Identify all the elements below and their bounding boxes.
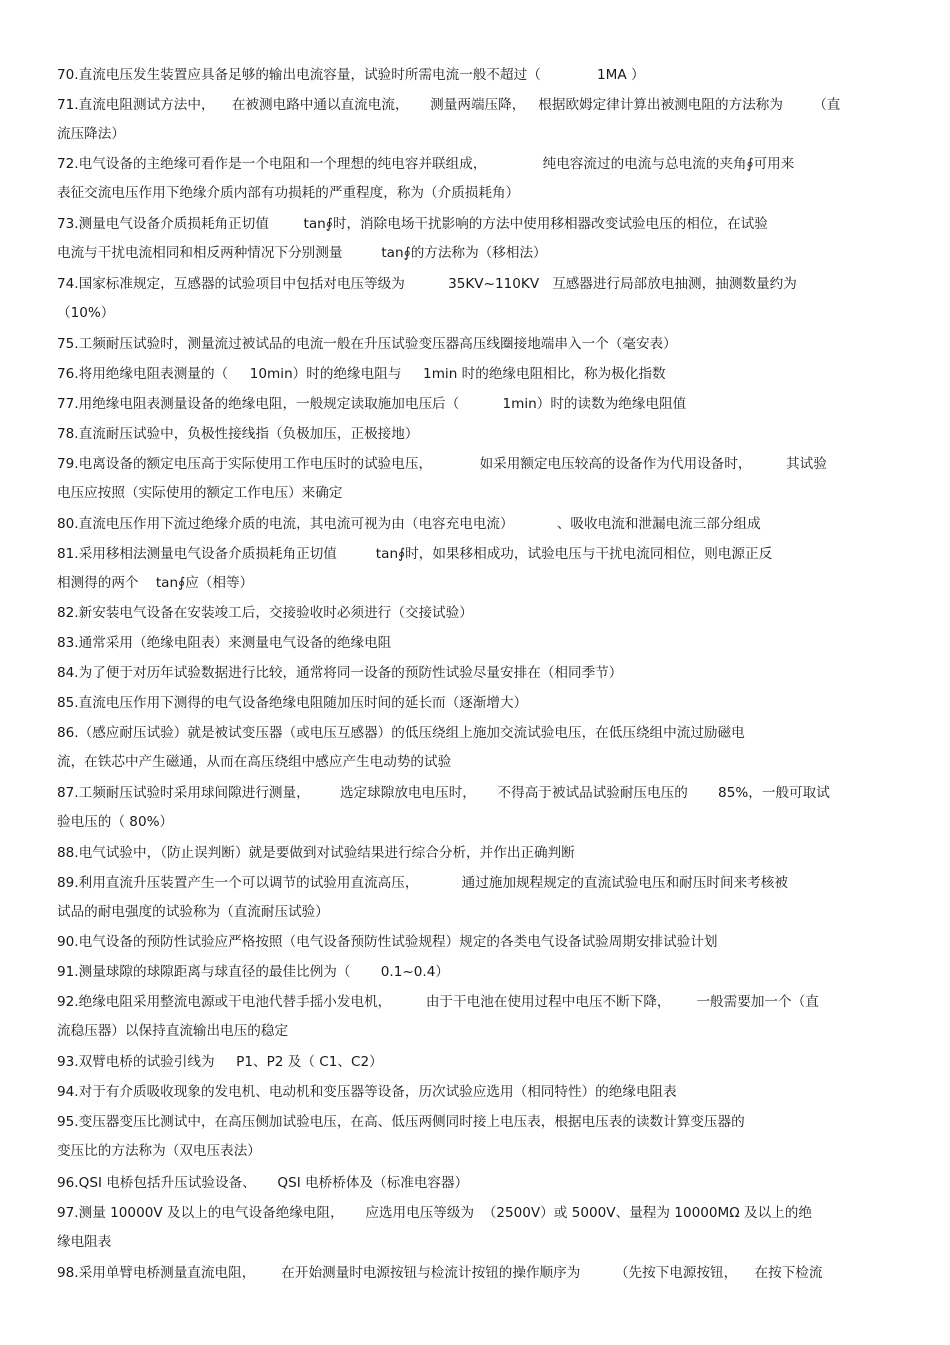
question-text-line: 77.用绝缘电阻表测量设备的绝缘电阻，一般规定读取施加电压后（ 1min）时的读数为绝缘电阻值 bbox=[57, 396, 687, 412]
question-text-line: 98.采用单臂电桥测量直流电阻， 在开始测量时电源按钮与检流计按钮的操作顺序为 （先按下电源按钮， 在按下检流 bbox=[57, 1265, 823, 1281]
question-text-line: 82.新安装电气设备在安装竣工后，交接验收时必须进行（交接试验） bbox=[57, 605, 473, 621]
question-89 bbox=[57, 869, 897, 927]
question-text-line: 91.测量球隙的球隙距离与球直径的最佳比例为（ 0.1~0.4） bbox=[57, 964, 449, 980]
question-text-line: 71.直流电阻测试方法中， 在被测电路中通以直流电流， 测量两端压降， 根据欧姆定律计算出被测电阻的方法称为 （直 bbox=[57, 97, 841, 113]
question-94 bbox=[57, 1078, 897, 1107]
question-text-line: 流压降法） bbox=[57, 126, 125, 142]
question-90 bbox=[57, 928, 897, 957]
question-text-line: （10%） bbox=[57, 305, 115, 321]
question-78 bbox=[57, 420, 897, 449]
question-text-line: 电压应按照（实际使用的额定工作电压）来确定 bbox=[57, 485, 343, 501]
question-text-line: 93.双臂电桥的试验引线为 P1、P2 及（ C1、C2） bbox=[57, 1054, 383, 1070]
question-text-line: 85.直流电压作用下测得的电气设备绝缘电阻随加压时间的延长而（逐渐增大） bbox=[57, 695, 528, 711]
question-text-line: 87.工频耐压试验时采用球间隙进行测量， 选定球隙放电电压时， 不得高于被试品试验耐压电压的 85%，一般可取试 bbox=[57, 785, 830, 801]
question-95 bbox=[57, 1108, 897, 1166]
question-76 bbox=[57, 360, 897, 389]
question-70 bbox=[57, 61, 897, 90]
question-text-line: 94.对于有介质吸收现象的发电机、电动机和变压器等设备，历次试验应选用（相同特性）的绝缘电阻表 bbox=[57, 1084, 677, 1100]
question-text-line: 96.QSI 电桥包括升压试验设备、 QSI 电桥桥体及（标准电容器） bbox=[57, 1175, 469, 1191]
question-text-line: 84.为了便于对历年试验数据进行比较，通常将同一设备的预防性试验尽量安排在（相同季节） bbox=[57, 665, 623, 681]
question-text-line: 试品的耐电强度的试验称为（直流耐压试验） bbox=[57, 904, 329, 920]
question-text-line: 73.测量电气设备介质损耗角正切值 tan∮时，消除电场干扰影响的方法中使用移相器改变试验电压的相位，在试验 bbox=[57, 216, 768, 232]
question-84 bbox=[57, 659, 897, 688]
question-93 bbox=[57, 1048, 897, 1077]
question-text-line: 88.电气试验中，（防止误判断）就是要做到对试验结果进行综合分析，并作出正确判断 bbox=[57, 845, 575, 861]
question-80 bbox=[57, 510, 897, 539]
question-82 bbox=[57, 599, 897, 628]
question-text-line: 76.将用绝缘电阻表测量的（ 10min）时的绝缘电阻与 1min 时的绝缘电阻相比，称为极化指数 bbox=[57, 366, 666, 382]
question-98 bbox=[57, 1259, 897, 1288]
question-97 bbox=[57, 1199, 897, 1257]
question-text-line: 81.采用移相法测量电气设备介质损耗角正切值 tan∮时，如果移相成功，试验电压与干扰电流同相位，则电源正反 bbox=[57, 546, 773, 562]
question-text-line: 70.直流电压发生装置应具备足够的输出电流容量，试验时所需电流一般不超过（ 1MA ） bbox=[57, 67, 645, 83]
question-86 bbox=[57, 719, 897, 777]
question-77 bbox=[57, 390, 897, 419]
question-text-line: 流，在铁芯中产生磁通，从而在高压绕组中感应产生电动势的试验 bbox=[57, 754, 452, 770]
question-text-line: 验电压的（ 80%） bbox=[57, 814, 174, 830]
question-87 bbox=[57, 779, 897, 837]
question-73 bbox=[57, 210, 897, 268]
question-91 bbox=[57, 958, 897, 987]
question-text-line: 电流与干扰电流相同和相反两种情况下分别测量 tan∮的方法称为（移相法） bbox=[57, 245, 547, 261]
question-72 bbox=[57, 150, 897, 208]
question-83 bbox=[57, 629, 897, 658]
question-text-line: 86.（感应耐压试验）就是被试变压器（或电压互感器）的低压绕组上施加交流试验电压，在低压绕组中流过励磁电 bbox=[57, 725, 745, 741]
question-text-line: 95.变压器变压比测试中，在高压侧加试验电压，在高、低压两侧同时接上电压表，根据电压表的读数计算变压器的 bbox=[57, 1114, 745, 1130]
question-text-line: 80.直流电压作用下流过绝缘介质的电流，其电流可视为由（电容充电电流） 、吸收电流和泄漏电流三部分组成 bbox=[57, 516, 761, 532]
question-79 bbox=[57, 450, 897, 508]
question-text-line: 90.电气设备的预防性试验应严格按照（电气设备预防性试验规程）规定的各类电气设备试验周期安排试验计划 bbox=[57, 934, 718, 950]
question-text-line: 72.电气设备的主绝缘可看作是一个电阻和一个理想的纯电容并联组成， 纯电容流过的电流与总电流的夹角∮可用来 bbox=[57, 156, 795, 172]
question-88 bbox=[57, 839, 897, 868]
question-text-line: 92.绝缘电阻采用整流电源或干电池代替手摇小发电机， 由于干电池在使用过程中电压不断下降， 一般需要加一个（直 bbox=[57, 994, 819, 1010]
question-text-line: 变压比的方法称为（双电压表法） bbox=[57, 1143, 261, 1159]
question-92 bbox=[57, 988, 897, 1046]
question-text-line: 74.国家标准规定，互感器的试验项目中包括对电压等级为 35KV~110KV 互感器进行局部放电抽测，抽测数量约为 bbox=[57, 276, 797, 292]
question-text-line: 缘电阻表 bbox=[57, 1234, 112, 1250]
question-text-line: 79.电离设备的额定电压高于实际使用工作电压时的试验电压， 如采用额定电压较高的设备作为代用设备时， 其试验 bbox=[57, 456, 827, 472]
question-74 bbox=[57, 270, 897, 328]
question-81 bbox=[57, 540, 897, 598]
question-text-line: 83.通常采用（绝缘电阻表）来测量电气设备的绝缘电阻 bbox=[57, 635, 392, 651]
question-text-line: 相测得的两个 tan∮应（相等） bbox=[57, 575, 254, 591]
question-75 bbox=[57, 330, 897, 359]
question-text-line: 75.工频耐压试验时，测量流过被试品的电流一般在升压试验变压器高压线圈接地端串入一个（毫安表） bbox=[57, 336, 677, 352]
question-71 bbox=[57, 91, 897, 149]
question-text-line: 流稳压器）以保持直流输出电压的稳定 bbox=[57, 1023, 289, 1039]
question-text-line: 表征交流电压作用下绝缘介质内部有功损耗的严重程度，称为（介质损耗角） bbox=[57, 185, 520, 201]
question-text-line: 78.直流耐压试验中，负极性接线指（负极加压，正极接地） bbox=[57, 426, 419, 442]
question-96 bbox=[57, 1169, 897, 1198]
question-text-line: 89.利用直流升压装置产生一个可以调节的试验用直流高压， 通过施加规程规定的直流试验电压和耐压时间来考核被 bbox=[57, 875, 788, 891]
question-85 bbox=[57, 689, 897, 718]
question-text-line: 97.测量 10000V 及以上的电气设备绝缘电阻， 应选用电压等级为 （2500V）或 5000V、量程为 10000MΩ 及以上的绝 bbox=[57, 1205, 812, 1221]
